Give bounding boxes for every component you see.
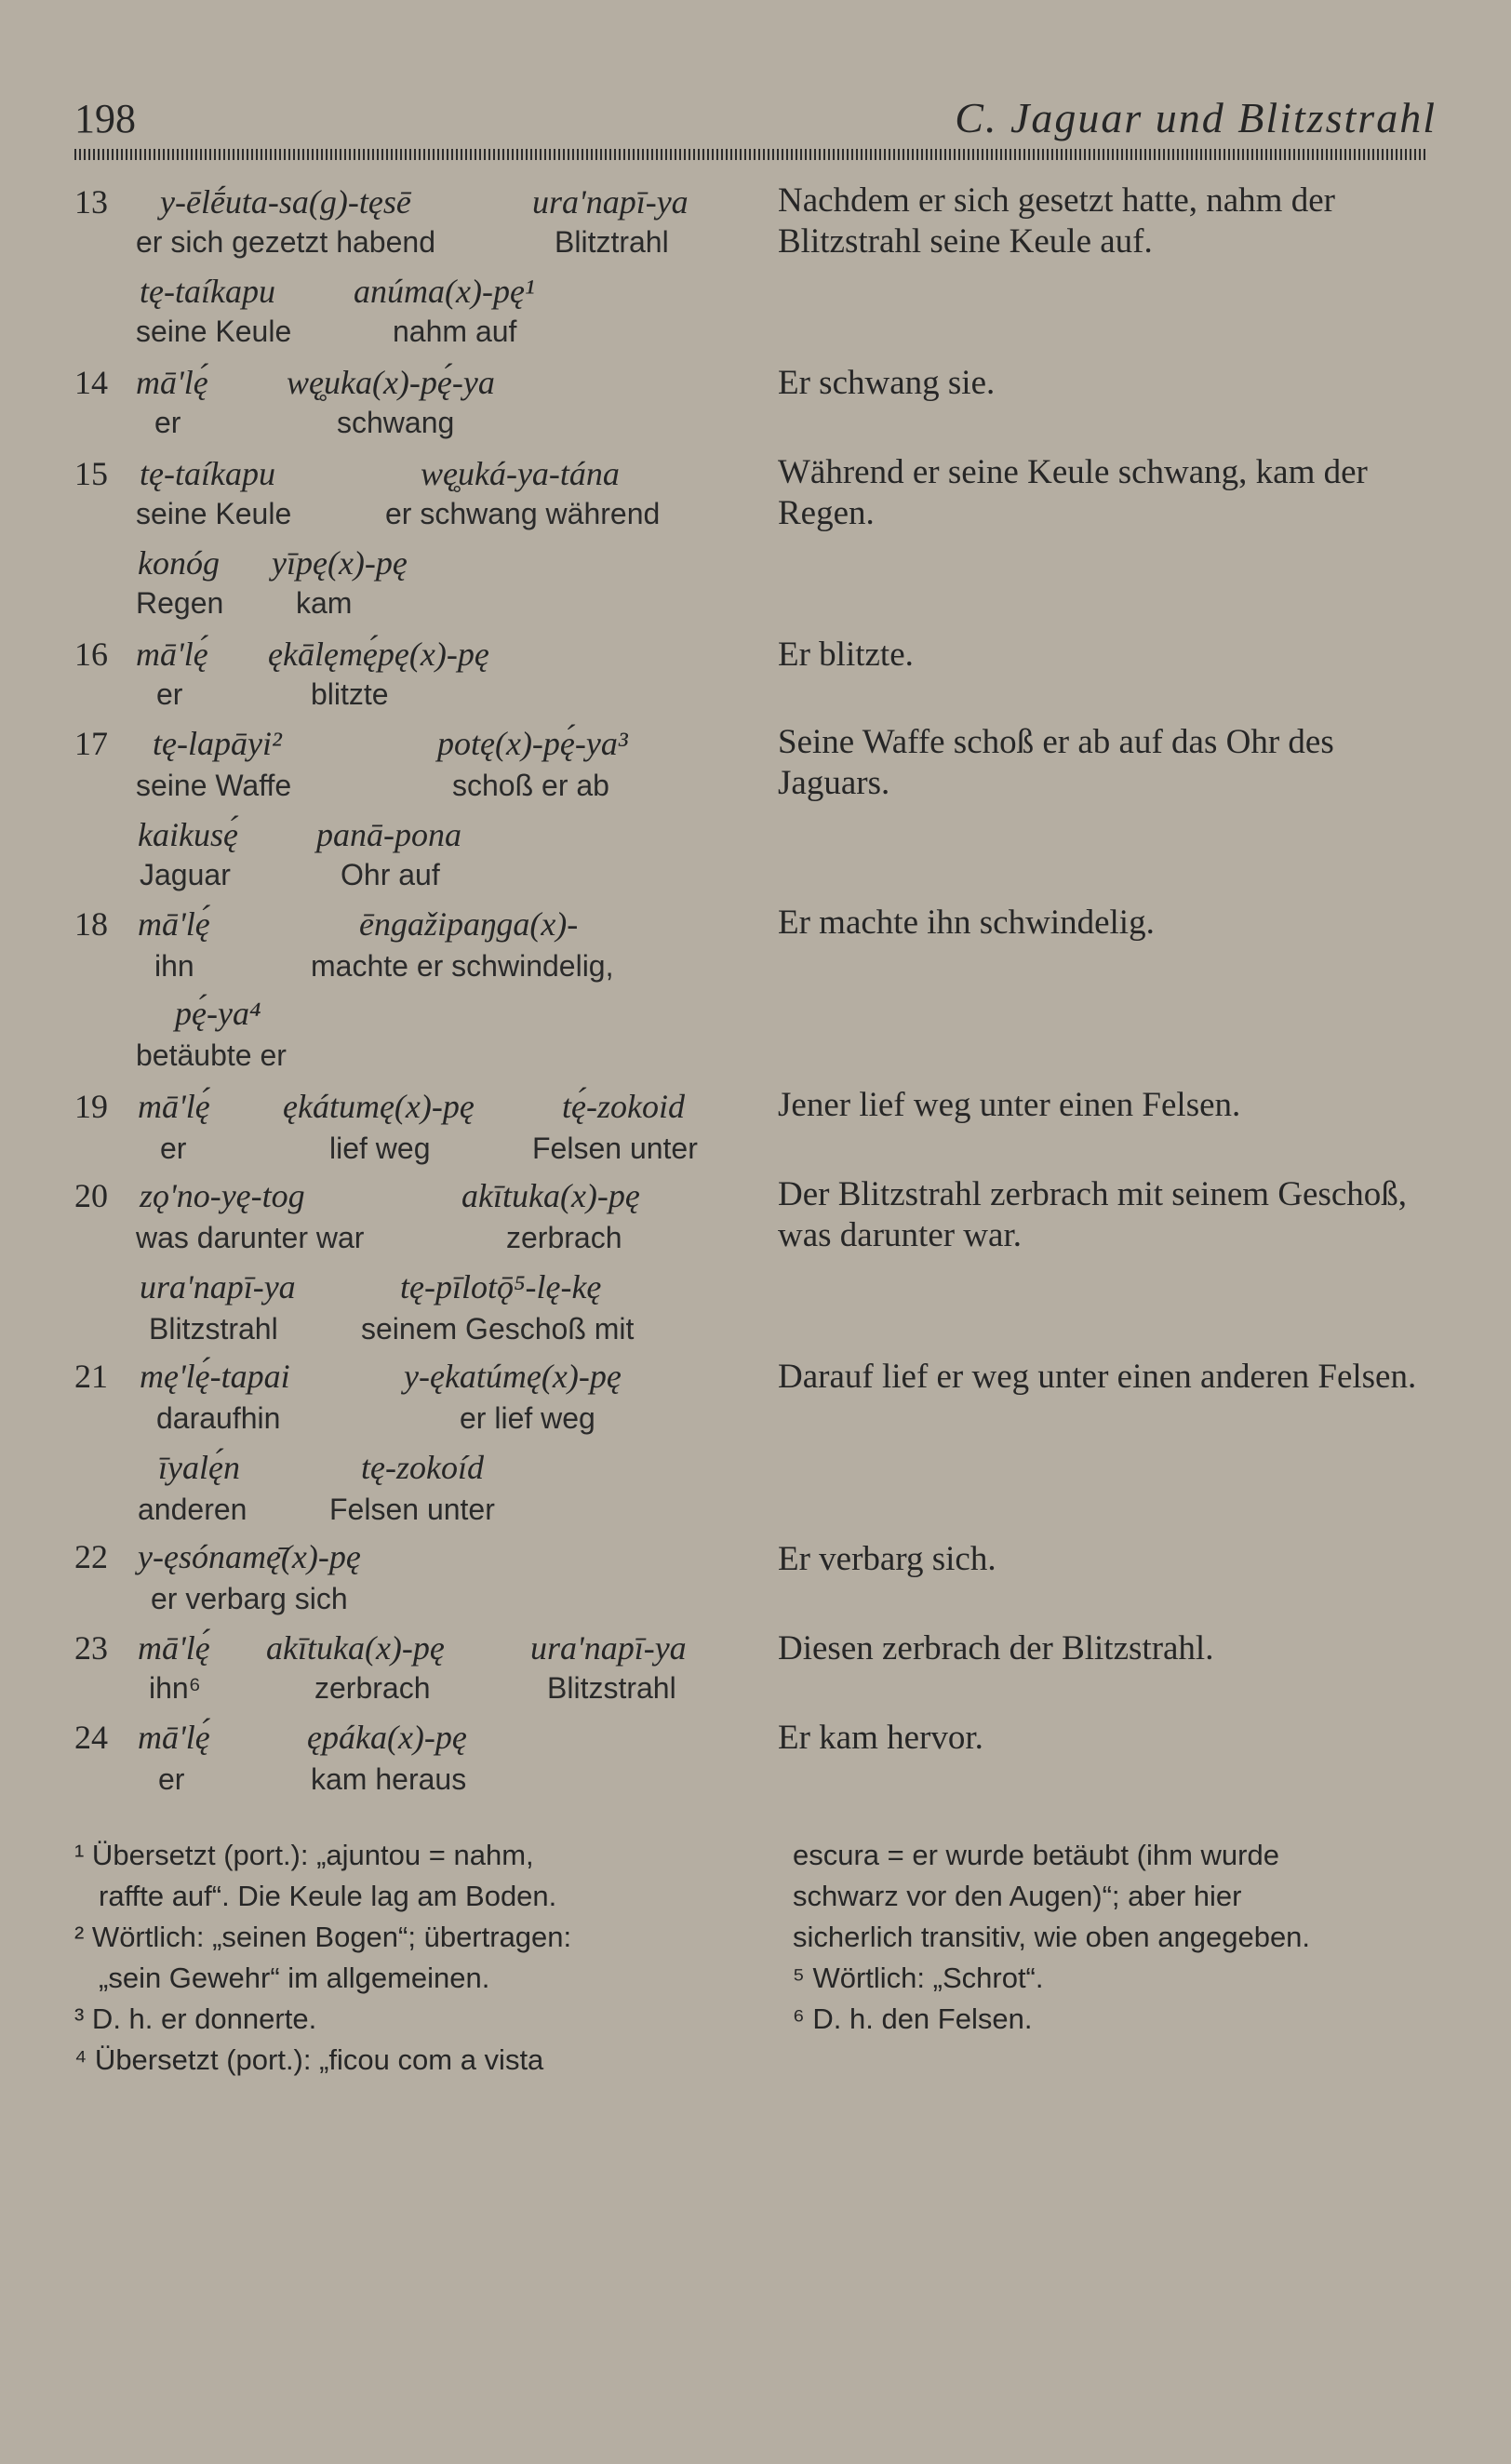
gloss: Felsen unter [532, 1132, 698, 1165]
native-word: ura'napī-ya [532, 183, 689, 221]
native-word: wę̥uka(x)-pę́-ya [287, 364, 495, 401]
native-word: kaikusę́ [138, 816, 238, 853]
footnotes-right [793, 1835, 1435, 2040]
translation: Darauf lief er weg unter einen anderen Felsen. [778, 1358, 1417, 1396]
gloss: Regen [136, 586, 224, 620]
translation: Während er seine Keule schwang, kam der Regen. [778, 453, 1368, 532]
footnote: ³ D. h. er donnerte. [74, 2002, 317, 2035]
footnote: ⁵ Wörtlich: „Schrot“. [793, 1962, 1044, 1994]
page-title: C. Jaguar und Blitzstrahl [955, 94, 1437, 141]
footnote: sicherlich transitiv, wie oben angegeben. [793, 1921, 1311, 1953]
native-word: mā'lę́ [136, 636, 208, 673]
gloss: zerbrach [506, 1221, 622, 1254]
gloss: er verbarg sich [151, 1582, 348, 1615]
native-word: mā'lę́ [138, 1719, 210, 1756]
gloss: ihn⁶ [149, 1671, 201, 1705]
native-word: mę'lę́-tapai [140, 1358, 290, 1395]
native-word: tę-lapāyi² [153, 725, 282, 762]
native-word: konóg [138, 544, 220, 582]
footnote: escura = er wurde betäubt (ihm wurde [793, 1839, 1279, 1871]
footnote: ² Wörtlich: „seinen Bogen“; übertragen: [74, 1921, 572, 1953]
footnote: schwarz vor den Augen)“; aber hier [793, 1880, 1242, 1912]
native-word: wę̥uká-ya-tána [421, 455, 620, 492]
footnote: ⁴ Übersetzt (port.): „ficou com a vista [74, 2043, 544, 2076]
translation: Nachdem er sich gesetzt hatte, nahm der Blitzstrahl seine Keule auf. [778, 181, 1335, 261]
gloss: ihn [154, 949, 194, 983]
gloss: kam heraus [311, 1762, 467, 1796]
footnotes-left [74, 1835, 726, 2081]
gloss: Felsen unter [329, 1493, 495, 1526]
line-number: 21 [74, 1358, 108, 1395]
translation: Er kam hervor. [778, 1719, 983, 1757]
native-word: panā-pona [316, 816, 461, 853]
footnote: „sein Gewehr“ im allgemeinen. [99, 1962, 490, 1994]
line-number: 24 [74, 1719, 108, 1756]
gloss: er sich gezetzt habend [136, 225, 435, 259]
gloss: er [156, 677, 183, 711]
footnote: ¹ Übersetzt (port.): „ajuntou = nahm, [74, 1839, 534, 1871]
native-word: y-ękatúmę(x)-pę [404, 1358, 622, 1395]
native-word: tę-zokoíd [361, 1449, 484, 1486]
gloss: daraufhin [156, 1401, 281, 1435]
translation: Er machte ihn schwindelig. [778, 904, 1155, 942]
header-rule [74, 149, 1425, 160]
native-word: ękátumę(x)-pę [283, 1088, 475, 1125]
gloss: was darunter war [136, 1221, 365, 1254]
line-number: 15 [74, 455, 108, 492]
native-word: ura'napī-ya [140, 1268, 296, 1306]
gloss: zerbrach [314, 1671, 431, 1705]
gloss: er schwang während [385, 497, 661, 530]
footnote: raffte auf“. Die Keule lag am Boden. [99, 1880, 557, 1912]
native-word: pę́-ya⁴ [175, 995, 261, 1032]
line-number: 17 [74, 725, 108, 762]
line-number: 13 [74, 183, 108, 221]
gloss: seinem Geschoß mit [361, 1312, 635, 1346]
native-word: yīpę(x)-pę [272, 544, 408, 582]
gloss: betäubte er [136, 1038, 287, 1072]
gloss: er lief weg [460, 1401, 595, 1435]
translation: Er schwang sie. [778, 364, 996, 402]
gloss: seine Waffe [136, 769, 292, 802]
native-word: tę-taíkapu [140, 273, 275, 310]
translation: Er blitzte. [778, 636, 914, 674]
native-word: ēngažipaŋga(x)- [359, 905, 579, 943]
native-word: y-ęsónamę̄(x)-pę [138, 1538, 361, 1575]
native-word: mā'lę́ [138, 905, 210, 943]
native-word: tę-taíkapu [140, 455, 275, 492]
native-word: tę-pīlotǭ⁵-lę-kę [400, 1268, 602, 1306]
gloss: schwang [337, 406, 455, 439]
translation: Seine Waffe schoß er ab auf das Ohr des Jaguars. [778, 723, 1334, 802]
gloss: er [160, 1132, 187, 1165]
native-word: ura'napī-ya [530, 1629, 687, 1667]
gloss: Blitzstrahl [547, 1671, 676, 1705]
gloss: anderen [138, 1493, 247, 1526]
native-word: mā'lę́ [136, 364, 208, 401]
native-word: mā'lę́ [138, 1629, 210, 1667]
footnote: ⁶ D. h. den Felsen. [793, 2002, 1033, 2035]
native-word: ępáka(x)-pę [307, 1719, 467, 1756]
gloss: lief weg [329, 1132, 431, 1165]
gloss: Ohr auf [341, 858, 440, 891]
native-word: zǫ'no-yę-tog [140, 1177, 305, 1214]
line-number: 20 [74, 1177, 108, 1214]
page-number: 198 [74, 96, 136, 141]
line-number: 14 [74, 364, 108, 401]
line-number: 18 [74, 905, 108, 943]
native-word: akītuka(x)-pę [461, 1177, 640, 1214]
native-word: īyalę́n [158, 1449, 240, 1486]
line-number: 16 [74, 636, 108, 673]
native-word: ękālęmę́pę(x)-pę [268, 636, 489, 673]
gloss: Blitzstrahl [149, 1312, 278, 1346]
line-number: 22 [74, 1538, 108, 1575]
native-word: tę́-zokoid [562, 1088, 685, 1125]
gloss: kam [296, 586, 353, 620]
translation: Er verbarg sich. [778, 1540, 996, 1578]
native-word: potę(x)-pę́-ya³ [437, 725, 628, 762]
gloss: blitzte [311, 677, 389, 711]
gloss: seine Keule [136, 497, 292, 530]
gloss: machte er schwindelig, [311, 949, 614, 983]
gloss: Blitztrahl [555, 225, 669, 259]
native-word: akītuka(x)-pę [266, 1629, 445, 1667]
native-word: mā'lę́ [138, 1088, 210, 1125]
line-number: 23 [74, 1629, 108, 1667]
gloss: nahm auf [393, 315, 517, 348]
translation: Der Blitzstrahl zerbrach mit seinem Geschoß, was darunter war. [778, 1175, 1408, 1254]
native-word: y-ēlḗuta-sa(g)-tęsē [160, 183, 411, 221]
translation: Diesen zerbrach der Blitzstrahl. [778, 1629, 1214, 1667]
translation: Jener lief weg unter einen Felsen. [778, 1086, 1241, 1124]
gloss: schoß er ab [452, 769, 609, 802]
gloss: er [154, 406, 181, 439]
line-number: 19 [74, 1088, 108, 1125]
gloss: er [158, 1762, 185, 1796]
native-word: anúma(x)-pę¹ [354, 273, 535, 310]
gloss: seine Keule [136, 315, 292, 348]
gloss: Jaguar [140, 858, 231, 891]
